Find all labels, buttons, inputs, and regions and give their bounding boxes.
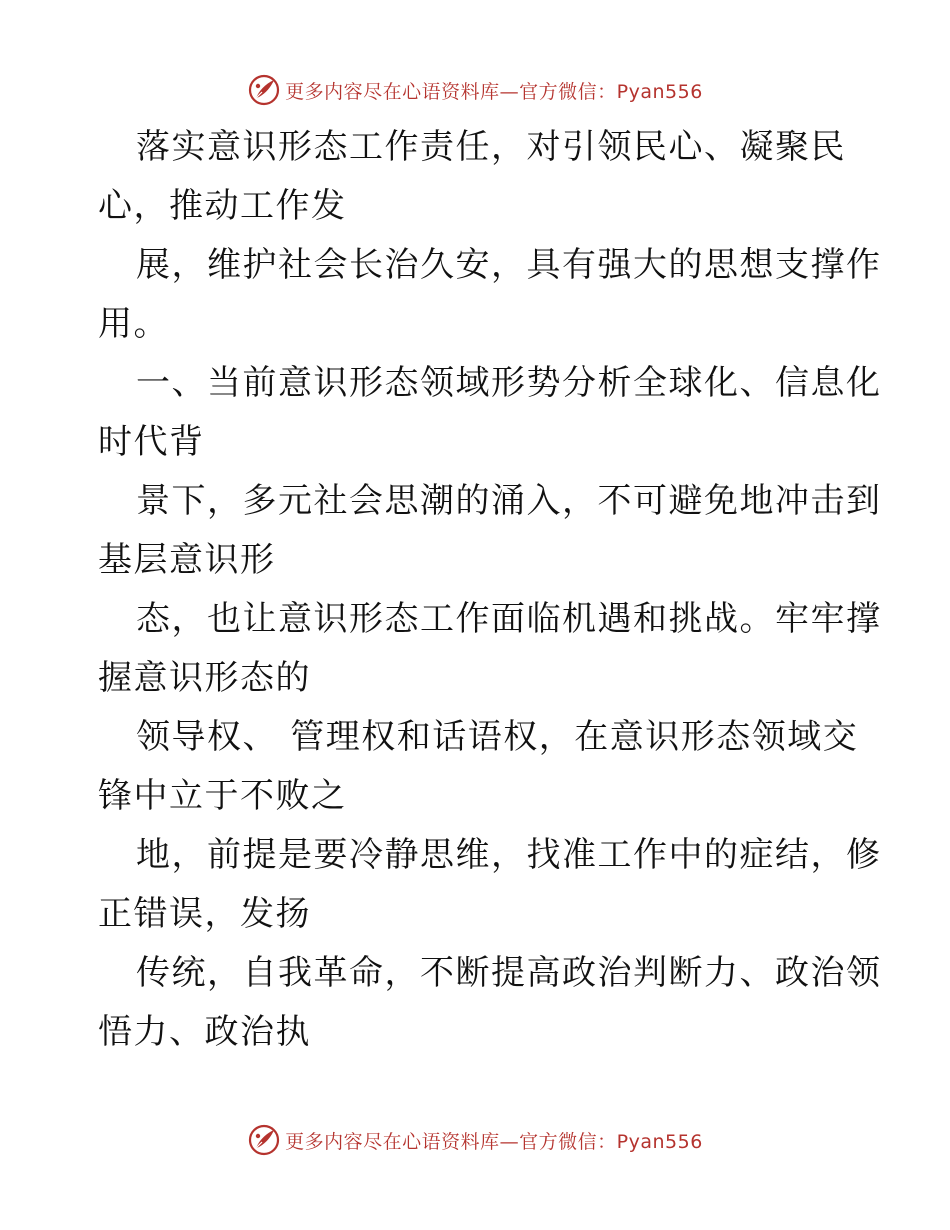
- document-body: [98, 118, 882, 1062]
- header-watermark-banner: [0, 70, 950, 110]
- footer-banner-cn: 更多内容尽在心语资料库—官方微信：: [285, 1130, 617, 1153]
- body-line: 心，推动工作发: [98, 186, 347, 226]
- body-line: 景下，多元社会思潮的涌入，不可避免地冲击到: [136, 481, 882, 521]
- body-line: 一、当前意识形态领域形势分析全球化、信息化: [136, 363, 882, 403]
- header-banner-text: [285, 77, 703, 104]
- body-line: 时代背: [98, 422, 205, 462]
- footer-watermark-banner: [0, 1120, 950, 1160]
- body-line: 正错误，发扬: [98, 894, 311, 934]
- body-line: 展，维护社会长治久安，具有强大的思想支撑作: [136, 245, 882, 285]
- footer-banner-text: [285, 1127, 703, 1154]
- body-line: 地，前提是要冷静思维，找准工作中的症结，修: [136, 835, 882, 875]
- body-line: 传统，自我革命，不断提高政治判断力、政治领: [136, 953, 882, 993]
- footer-banner-wechat-id: Pyan556: [616, 1130, 703, 1153]
- body-line: 基层意识形: [98, 540, 276, 580]
- quill-pen-logo-icon: [247, 73, 281, 107]
- header-banner-cn: 更多内容尽在心语资料库—官方微信：: [285, 80, 617, 103]
- body-line: 落实意识形态工作责任，对引领民心、凝聚民: [136, 127, 846, 167]
- body-line: 用。: [98, 304, 169, 344]
- body-line: 领导权、 管理权和话语权，在意识形态领域交: [136, 717, 859, 757]
- quill-pen-logo-icon: [247, 1123, 281, 1157]
- body-line: 锋中立于不败之: [98, 776, 347, 816]
- body-line: 态，也让意识形态工作面临机遇和挑战。牢牢撑: [136, 599, 882, 639]
- body-line: 握意识形态的: [98, 658, 311, 698]
- header-banner-wechat-id: Pyan556: [616, 80, 703, 103]
- body-line: 悟力、政治执: [98, 1012, 311, 1052]
